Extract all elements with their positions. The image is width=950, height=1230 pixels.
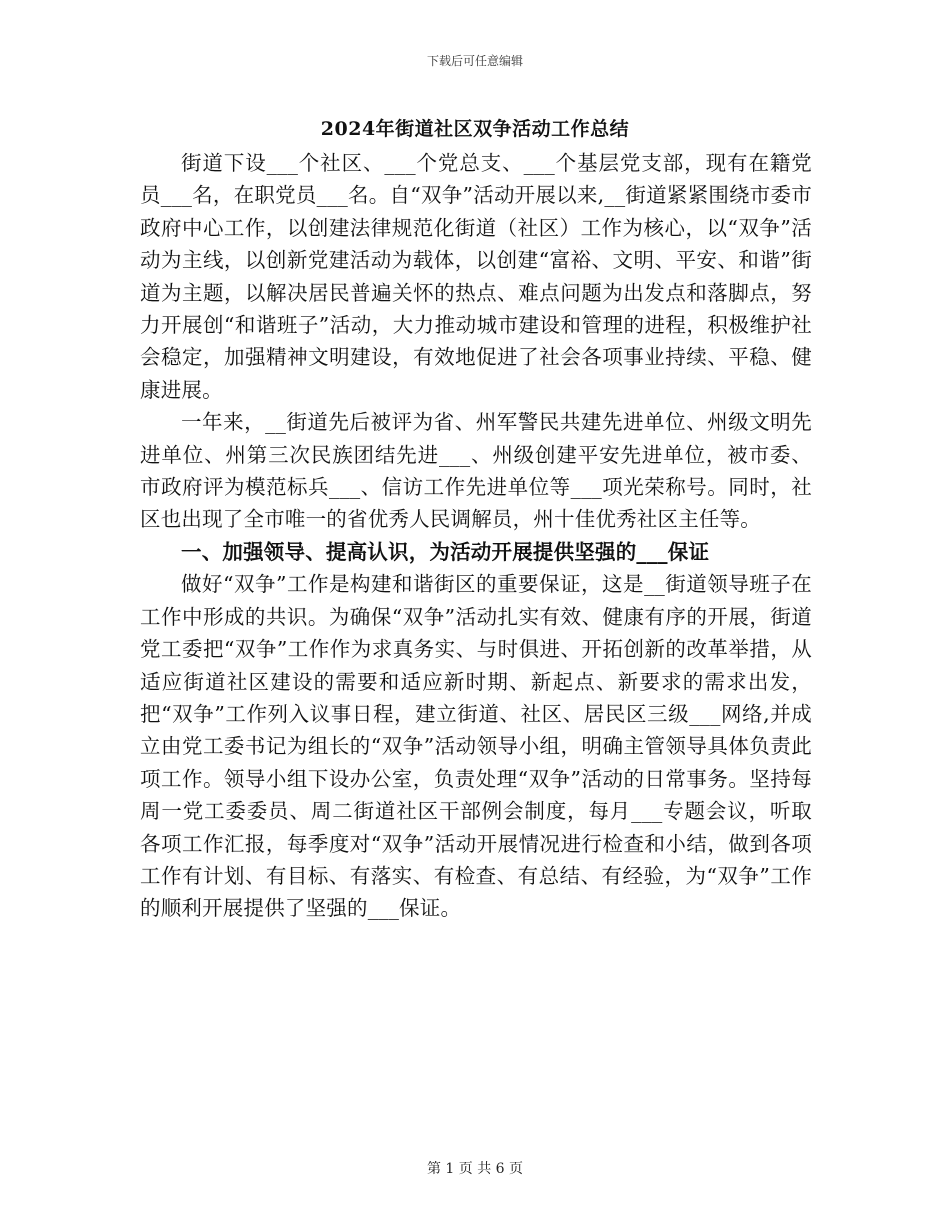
- page-number: 第 1 页 共 6 页: [426, 1161, 524, 1177]
- document-body: [140, 147, 812, 925]
- section-heading: 一、加强领导、提高认识，为活动开展提供坚强的___保证: [181, 539, 710, 564]
- document-title: 2024年街道社区双争活动工作总结: [320, 118, 630, 140]
- header-note: 下载后可任意编辑: [426, 54, 523, 68]
- paragraph-section-body: 做好“双争”工作是构建和谐街区的重要保证，这是__街道领导班子在工作中形成的共识。为确保“双争”活动扎实有效、健康有序的开展，街道党工委把“双争”工作作为求真务实、与时俱进、开拓创新的改革举措，从适应街道社区建设的需要和适应新时期、新起点、新要求的需求出发，把“双争”工作列入议事日程，建立街道、社区、居民区三级___网络,并成立由党工委书记为组长的“双争”活动领导小组，明确主管领导具体负责此项工作。领导小组下设办公室，负责处理“双争”活动的日常事务。坚持每周一党工委委员、周二街道社区干部例会制度，每月___专题会议，听取各项工作汇报，每季度对“双争”活动开展情况进行检查和小结，做到各项工作有计划、有目标、有落实、有检查、有总结、有经验，为“双争”工作的顺利开展提供了坚强的___保证。: [140, 572, 812, 921]
- paragraph-achievements: 一年来，__街道先后被评为省、州军警民共建先进单位、州级文明先进单位、州第三次民族团结先进___、州级创建平安先进单位，被市委、市政府评为模范标兵___、信访工作先进单位等___项光荣称号。同时，社区也出现了全市唯一的省优秀人民调解员，州十佳优秀社区主任等。: [140, 410, 812, 532]
- paragraph-intro: 街道下设___个社区、___个党总支、___个基层党支部，现有在籍党员___名，在职党员___名。自“双争”活动开展以来,__街道紧紧围绕市委市政府中心工作，以创建法律规范化街道（社区）工作为核心，以“双争”活动为主线，以创新党建活动为载体，以创建“富裕、文明、平安、和谐”街道为主题，以解决居民普遍关怀的热点、难点问题为出发点和落脚点，努力开展创“和谐班子”活动，大力推动城市建设和管理的进程，积极维护社会稳定，加强精神文明建设，有效地促进了社会各项事业持续、平稳、健康进展。: [140, 151, 812, 402]
